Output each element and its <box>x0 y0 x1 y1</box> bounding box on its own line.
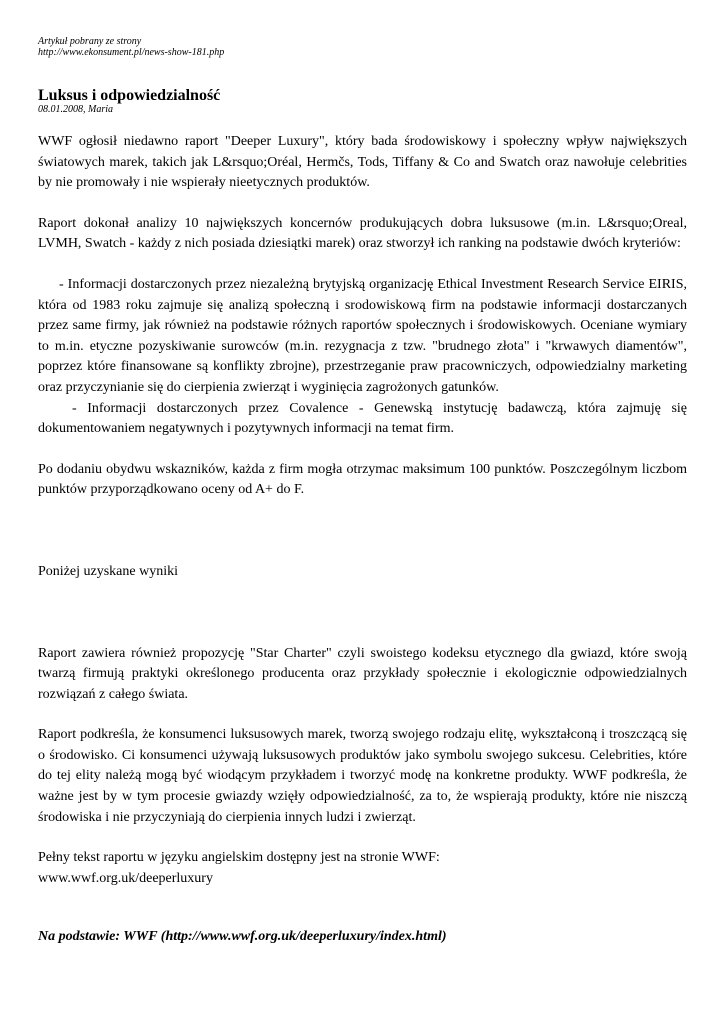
paragraph-scoring: Po dodaniu obydwu wskazników, każda z firm mogła otrzymac maksimum 100 punktów. Poszczególnym liczbom punktów przyporządkowano oceny od A+ do F. <box>38 461 687 498</box>
article-body <box>38 132 687 948</box>
paragraph-analysis: Raport dokonał analizy 10 największych koncernów produkujących dobra luksusowe (m.in. L&rsquo;Oreal, LVMH, Swatch - każdy z nich posiada dziesiątki marek) oraz stworzył ich ranking na podstawie dwóch kryteriów: <box>38 215 687 252</box>
paragraph-criterion-2: - Informacji dostarczonych przez Covalence - Genewską instytucję badawczą, która zajmuję się dokumentowaniem negatywnych i pozytywnych informacji na temat firm. <box>38 400 687 437</box>
paragraph-full-text-label: Pełny tekst raportu w języku angielskim dostępny jest na stronie WWF: <box>38 850 440 866</box>
source-label: Artykuł pobrany ze strony <box>38 36 142 47</box>
document-page <box>38 36 687 948</box>
full-text-link[interactable]: www.wwf.org.uk/deeperluxury <box>38 870 213 886</box>
paragraph-criterion-1: - Informacji dostarczonych przez niezależną brytyjską organizację Ethical Investment Research Service EIRIS, która od 1983 roku zajmuje się analizą społeczną i srodowiskową firm na podstawie informacji dostarczanych przez same firmy, jak również na podstawie różnych raportów społecznych i środowiskowych. Oceniane wymiary to m.in. etyczne pozyskiwanie surowców (m.in. rezygnacja z tzw. "brudnego złota" i "krwawych diamentów", poprzez które finansowane są konflikty zbrojne), przestrzeganie praw pracowniczych, odpowiedzialny marketing oraz przyczynianie się do cierpienia zwierząt i wyginięcia zagrożonych gatunków. <box>38 276 687 395</box>
paragraph-star-charter: Raport zawiera również propozycję "Star Charter" czyli swoistego kodeksu etycznego dla gwiazd, które swoją twarzą firmują praktyki określonego producenta oraz przykłady społecznie i ekologicznie odpowiedzialnych rozwiązań z całego świata. <box>38 645 687 702</box>
source-block <box>38 36 687 58</box>
article-title: Luksus i odpowiedzialność <box>38 87 221 104</box>
paragraph-intro: WWF ogłosił niedawno raport "Deeper Luxury", który bada środowiskowy i społeczny wpływ największych światowych marek, takich jak L&rsquo;Oréal, Hermčs, Tods, Tiffany & Co and Swatch oraz nawołuje celebrities by nie promowały i nie wspierały nieetycznych produktów. <box>38 134 687 191</box>
footer-source: Na podstawie: WWF (http://www.wwf.org.uk/deeperluxury/index.html) <box>38 929 447 945</box>
paragraph-results: Poniżej uzyskane wyniki <box>38 563 178 579</box>
article-byline: 08.01.2008, Maria <box>38 104 113 115</box>
paragraph-consumers: Raport podkreśla, że konsumenci luksusowych marek, tworzą swojego rodzaju elitę, wykształconą i troszczącą się o środowisko. Ci konsumenci używają luksusowych produktów jako symbolu swojego sukcesu. Celebrities, które do tej elity należą mogą być wiodącym przykładem i tworzyć modę na konkretne produkty. WWF podkreśla, że ważne jest by w tym procesie gwiazdy wzięły odpowiedzialność, za to, że wspierają produkty, które nie niszczą środowiska i nie przyczyniają do cierpienia innych ludzi i zwierząt. <box>38 727 687 825</box>
source-url: http://www.ekonsument.pl/news-show-181.php <box>38 47 225 58</box>
